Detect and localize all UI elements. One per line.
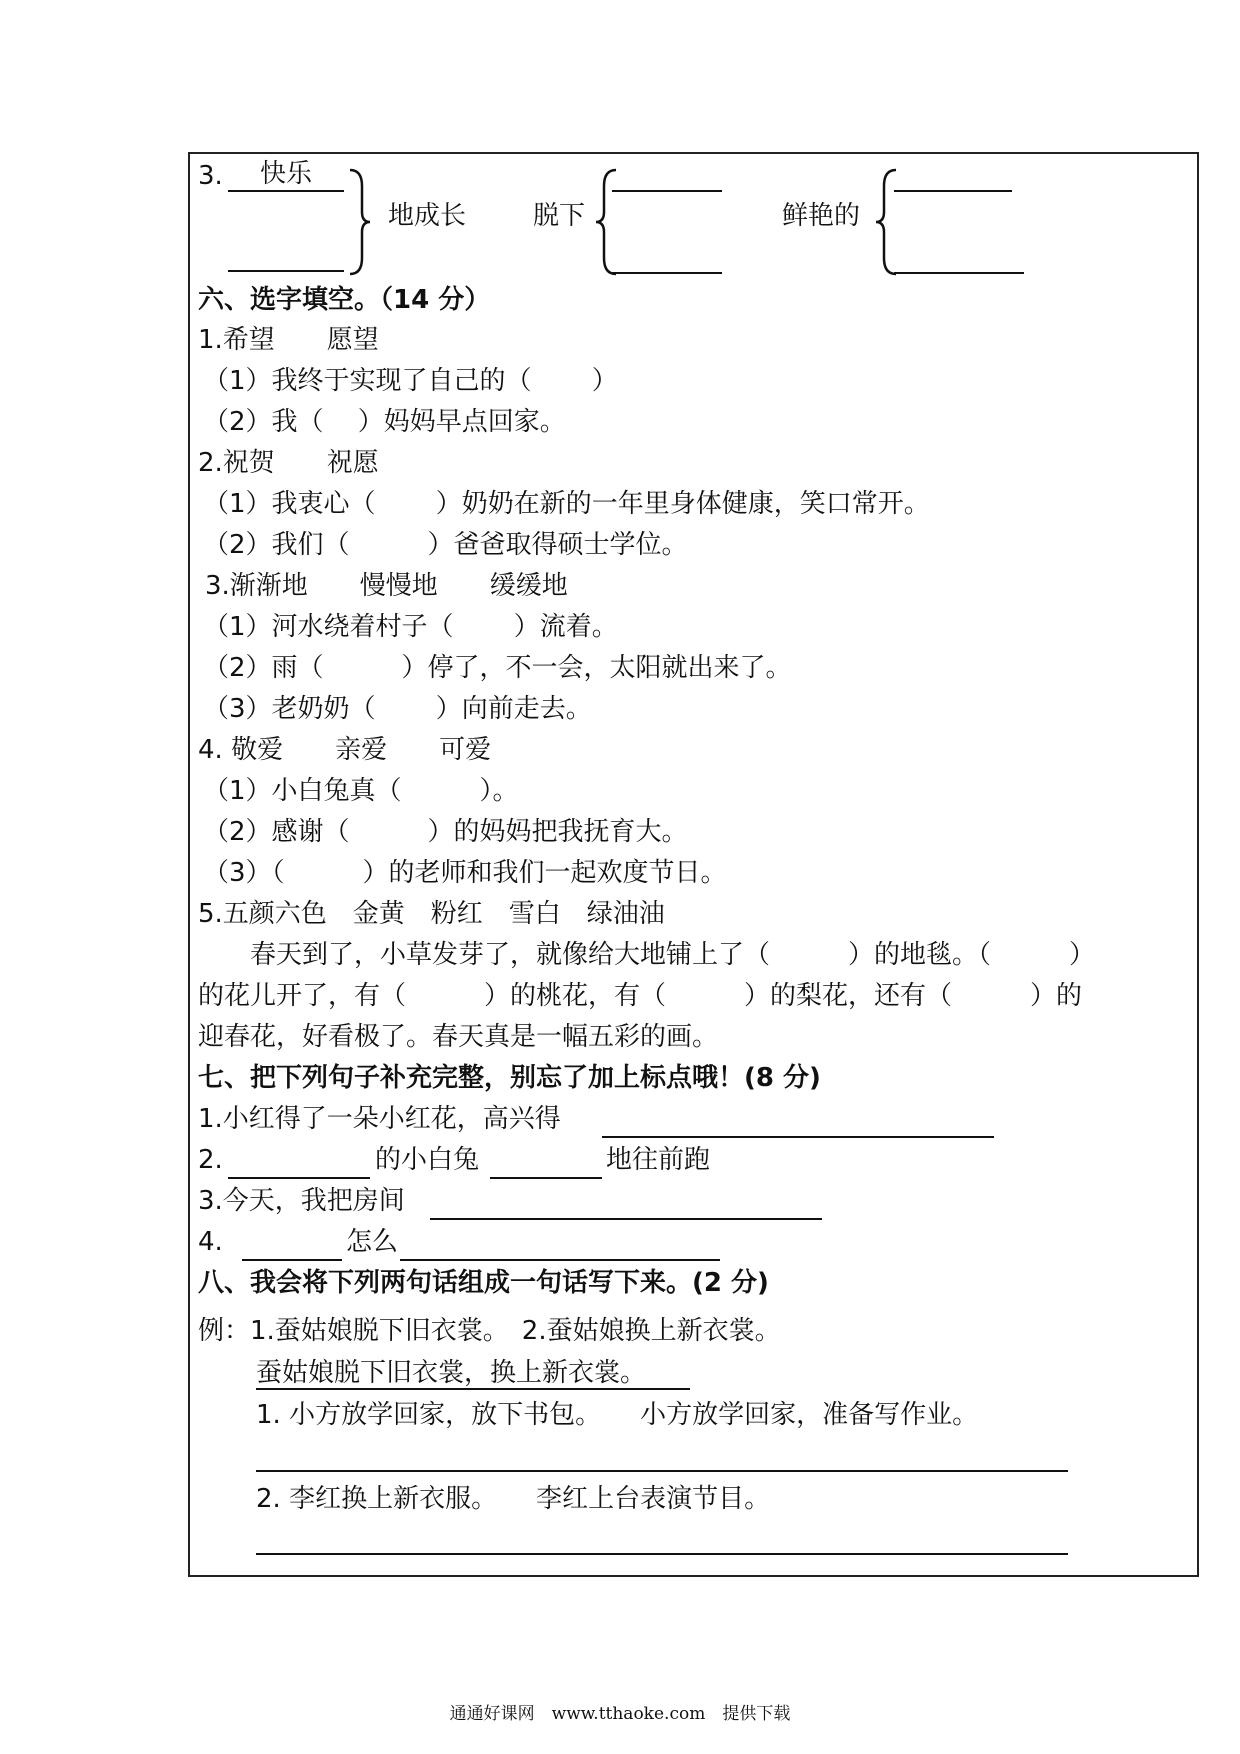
section-8-example-answer: 蚕姑娘脱下旧衣裳，换上新衣裳。 bbox=[256, 1358, 647, 1388]
answer-line bbox=[228, 190, 344, 192]
q5-3-word1: 快乐 bbox=[260, 159, 313, 189]
section-7-item-2-text: 地往前跑 bbox=[606, 1145, 711, 1175]
section-7-title: 七、把下列句子补充完整，别忘了加上标点哦！(8 分) bbox=[198, 1063, 821, 1093]
section-6-options-4: 4. 敬爱 亲爱 可爱 bbox=[198, 735, 492, 765]
section-7-item-1: 1.小红得了一朵小红花，高兴得 bbox=[198, 1104, 561, 1134]
section-6-paragraph: 迎春花，好看极了。春天真是一幅五彩的画。 bbox=[198, 1022, 719, 1052]
answer-line bbox=[430, 1218, 822, 1220]
answer-line bbox=[612, 190, 722, 192]
section-6-sentence: （2）我们（ ）爸爸取得硕士学位。 bbox=[203, 530, 688, 560]
answer-line bbox=[228, 1177, 370, 1179]
footer-credit: 通通好课网 www.tthaoke.com 提供下载 bbox=[449, 1704, 791, 1724]
section-7-item-2-number: 2. bbox=[198, 1145, 223, 1175]
section-6-options-5: 5.五颜六色 金黄 粉红 雪白 绿油油 bbox=[198, 899, 665, 929]
section-6-sentence: （1）我衷心（ ）奶奶在新的一年里身体健康，笑口常开。 bbox=[203, 489, 930, 519]
q5-3-number: 3. bbox=[198, 161, 223, 191]
section-6-sentence: （2）感谢（ ）的妈妈把我抚育大。 bbox=[203, 817, 688, 847]
section-6-sentence: （2）雨（ ）停了，不一会，太阳就出来了。 bbox=[203, 653, 792, 683]
section-6-sentence: （2）我（ ）妈妈早点回家。 bbox=[203, 407, 566, 437]
q5-3-word3: 鲜艳的 bbox=[782, 201, 861, 231]
q5-3-suffix1: 地成长 bbox=[388, 201, 467, 231]
section-8-item-1: 1. 小方放学回家，放下书包。 小方放学回家，准备写作业。 bbox=[256, 1400, 979, 1430]
section-6-sentence: （1）小白兔真（ ）。 bbox=[203, 776, 519, 806]
section-6-sentence: （3）（ ）的老师和我们一起欢度节日。 bbox=[203, 858, 727, 888]
section-6-paragraph: 的花儿开了，有（ ）的桃花，有（ ）的梨花，还有（ ）的 bbox=[198, 981, 1083, 1011]
section-6-paragraph: 春天到了，小草发芽了，就像给大地铺上了（ ）的地毯。（ ） bbox=[198, 940, 1096, 970]
section-7-item-4-text: 怎么 bbox=[346, 1227, 399, 1257]
section-6-sentence: （1）我终于实现了自己的（ ） bbox=[203, 366, 618, 396]
answer-line bbox=[894, 190, 1012, 192]
brace-left-icon bbox=[594, 168, 618, 276]
answer-line bbox=[490, 1177, 602, 1179]
answer-line bbox=[400, 1259, 720, 1261]
section-6-title: 六、选字填空。（14 分） bbox=[198, 285, 491, 315]
section-8-title: 八、我会将下列两句话组成一句话写下来。(2 分) bbox=[198, 1268, 769, 1298]
underline bbox=[256, 1388, 690, 1390]
section-8-example: 例：1.蚕姑娘脱下旧衣裳。 2.蚕姑娘换上新衣裳。 bbox=[198, 1316, 781, 1346]
section-7-item-3: 3.今天，我把房间 bbox=[198, 1186, 405, 1216]
section-6-options-1: 1.希望 愿望 bbox=[198, 325, 379, 355]
answer-line bbox=[256, 1470, 1068, 1472]
answer-line bbox=[256, 1553, 1068, 1555]
q5-3-word2: 脱下 bbox=[533, 201, 586, 231]
section-6-options-3: 3.渐渐地 慢慢地 缓缓地 bbox=[205, 571, 568, 601]
section-6-sentence: （1）河水绕着村子（ ）流着。 bbox=[203, 612, 618, 642]
answer-line bbox=[228, 270, 344, 272]
section-6-options-2: 2.祝贺 祝愿 bbox=[198, 448, 379, 478]
brace-right-icon bbox=[348, 168, 372, 276]
section-7-item-2-text: 的小白兔 bbox=[375, 1145, 480, 1175]
answer-line bbox=[894, 272, 1024, 274]
answer-line bbox=[602, 1136, 994, 1138]
section-8-item-2: 2. 李红换上新衣服。 李红上台表演节目。 bbox=[256, 1484, 771, 1514]
answer-line bbox=[612, 272, 722, 274]
answer-line bbox=[242, 1259, 342, 1261]
section-6-sentence: （3）老奶奶（ ）向前走去。 bbox=[203, 694, 592, 724]
brace-left-icon bbox=[874, 168, 898, 276]
section-7-item-4-number: 4. bbox=[198, 1227, 223, 1257]
